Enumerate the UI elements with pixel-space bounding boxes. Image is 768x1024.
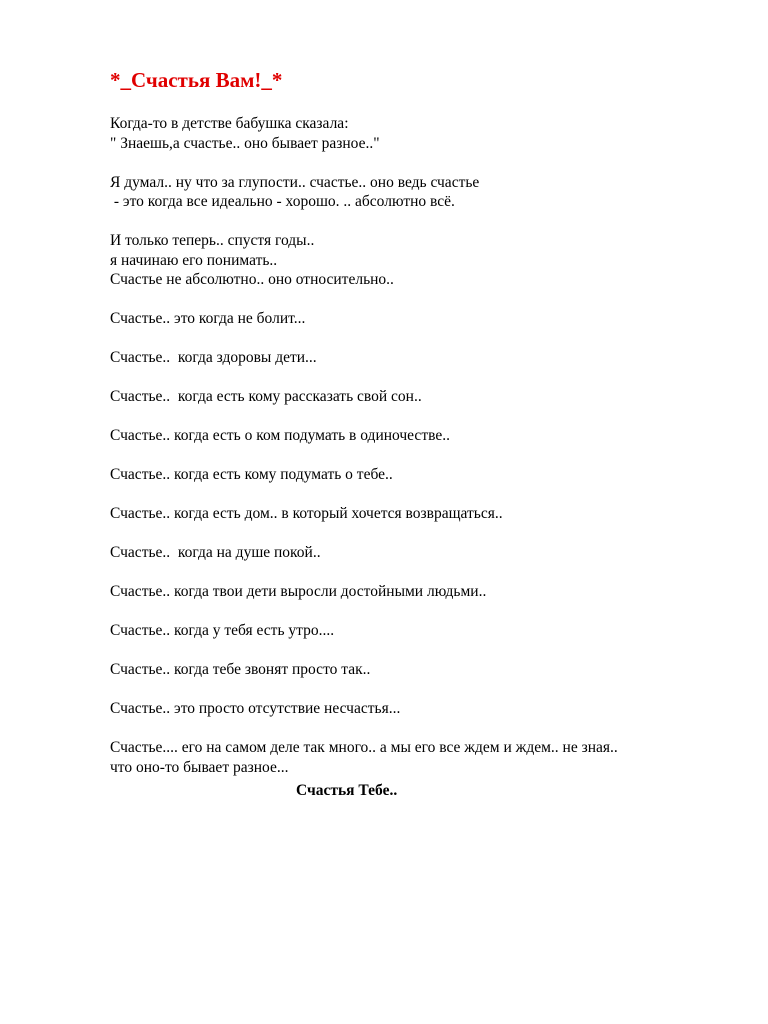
paragraph-gap xyxy=(110,446,750,466)
text-line: И только теперь.. спустя годы.. xyxy=(110,232,315,249)
paragraph-gap xyxy=(110,680,750,700)
text-line: Счастье.. когда есть кому рассказать свой сон.. xyxy=(110,388,422,405)
text-line: Я думал.. ну что за глупости.. счастье.. оно ведь счастье xyxy=(110,173,480,191)
text-line: Счастье не абсолютно.. оно относительно.. xyxy=(110,271,394,288)
text-line: " Знаешь,а счастье.. оно бывает разное.." xyxy=(110,134,380,152)
document-title: *_Счастья Вам!_* xyxy=(110,68,283,92)
paragraph-gap xyxy=(110,602,750,622)
text-line: Счастье.. это просто отсутствие несчастья... xyxy=(110,700,401,717)
paragraph-gap xyxy=(110,563,750,583)
text-line: Когда-то в детстве бабушка сказала: xyxy=(110,115,349,132)
paragraph-gap xyxy=(110,329,750,349)
text-line: что оно-то бывает разное... xyxy=(110,758,289,776)
paragraph-gap xyxy=(110,641,750,661)
text-line: я начинаю его понимать.. xyxy=(110,251,278,269)
text-line: Счастье.. когда твои дети выросли достойными людьми.. xyxy=(110,583,487,600)
text-line: Счастье.. когда есть дом.. в который хочется возвращаться.. xyxy=(110,505,503,522)
text-line: Счастье.. это когда не болит... xyxy=(110,310,306,327)
paragraph-gap xyxy=(110,524,750,544)
closing-line: Счастья Тебе.. xyxy=(296,782,398,799)
paragraph-gap xyxy=(110,212,750,232)
text-line: - это когда все идеально - хорошо. .. абсолютно всё. xyxy=(110,193,455,210)
document-body xyxy=(110,114,750,777)
text-line: Счастье.. когда у тебя есть утро.... xyxy=(110,622,335,639)
text-line: Счастье.... его на самом деле так много.. а мы его все ждем и ждем.. не зная.. xyxy=(110,739,618,756)
paragraph-gap xyxy=(110,290,750,310)
paragraph-gap xyxy=(110,368,750,388)
paragraph-gap xyxy=(110,719,750,739)
text-line: Счастье.. когда здоровы дети... xyxy=(110,349,317,366)
text-line: Счастье.. когда тебе звонят просто так.. xyxy=(110,661,371,678)
text-line: Счастье.. когда есть кому подумать о тебе.. xyxy=(110,466,393,483)
paragraph-gap xyxy=(110,407,750,427)
paragraph-gap xyxy=(110,485,750,505)
text-line: Счастье.. когда есть о ком подумать в одиночестве.. xyxy=(110,427,450,444)
text-line: Счастье.. когда на душе покой.. xyxy=(110,544,321,561)
paragraph-gap xyxy=(110,153,750,173)
